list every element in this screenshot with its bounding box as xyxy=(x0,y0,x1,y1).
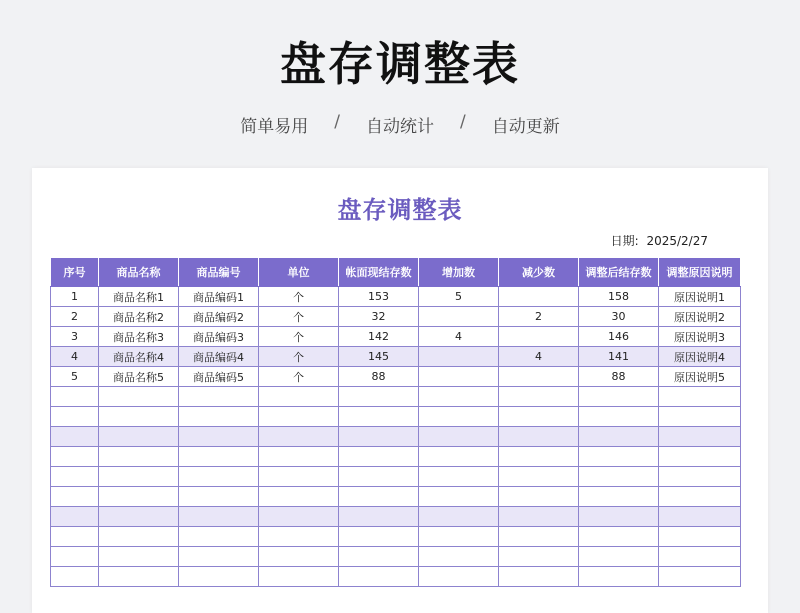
table-cell[interactable]: 30 xyxy=(579,307,659,327)
date-value: 2025/2/27 xyxy=(646,234,708,248)
table-cell[interactable]: 原因说明2 xyxy=(659,307,741,327)
table-cell[interactable]: 商品编码2 xyxy=(179,307,259,327)
table-cell[interactable] xyxy=(659,567,741,587)
table-cell[interactable] xyxy=(259,387,339,407)
table-cell[interactable]: 4 xyxy=(419,327,499,347)
table-cell[interactable] xyxy=(51,407,99,427)
column-header: 商品编号 xyxy=(179,258,259,287)
feature-auto-stats: 自动统计 xyxy=(366,117,434,137)
table-cell[interactable] xyxy=(659,527,741,547)
table-cell[interactable]: 个 xyxy=(259,327,339,347)
table-cell[interactable] xyxy=(99,427,179,447)
table-cell[interactable]: 158 xyxy=(579,287,659,307)
table-cell[interactable] xyxy=(51,527,99,547)
table-cell[interactable]: 142 xyxy=(339,327,419,347)
table-cell[interactable] xyxy=(179,567,259,587)
table-cell[interactable] xyxy=(499,467,579,487)
table-cell[interactable]: 商品编码4 xyxy=(179,347,259,367)
table-cell[interactable] xyxy=(419,447,499,467)
table-row xyxy=(51,427,741,447)
table-cell[interactable]: 个 xyxy=(259,367,339,387)
table-cell[interactable]: 32 xyxy=(339,307,419,327)
table-cell[interactable] xyxy=(419,367,499,387)
table-cell[interactable] xyxy=(499,427,579,447)
table-cell[interactable] xyxy=(659,467,741,487)
table-cell[interactable]: 商品编码5 xyxy=(179,367,259,387)
table-cell[interactable]: 原因说明3 xyxy=(659,327,741,347)
table-cell[interactable] xyxy=(259,407,339,427)
table-cell[interactable] xyxy=(339,387,419,407)
table-cell[interactable] xyxy=(179,427,259,447)
table-cell[interactable]: 原因说明5 xyxy=(659,367,741,387)
table-cell[interactable]: 商品名称2 xyxy=(99,307,179,327)
table-cell[interactable]: 5 xyxy=(51,367,99,387)
table-cell[interactable] xyxy=(259,507,339,527)
table-cell[interactable] xyxy=(179,467,259,487)
table-body xyxy=(51,287,741,587)
table-cell[interactable]: 原因说明4 xyxy=(659,347,741,367)
table-cell[interactable] xyxy=(179,487,259,507)
table-cell[interactable] xyxy=(499,567,579,587)
date-row xyxy=(611,232,708,249)
table-cell[interactable]: 个 xyxy=(259,347,339,367)
table-cell[interactable] xyxy=(259,447,339,467)
table-cell[interactable]: 商品名称3 xyxy=(99,327,179,347)
page-hero-title: 盘存调整表 xyxy=(280,37,520,91)
table-row xyxy=(51,347,741,367)
table-cell[interactable] xyxy=(419,347,499,367)
feature-auto-update: 自动更新 xyxy=(491,117,560,137)
table-cell[interactable] xyxy=(339,487,419,507)
table-row xyxy=(51,367,741,387)
table-cell[interactable]: 153 xyxy=(339,287,419,307)
table-cell[interactable] xyxy=(339,507,419,527)
table-cell[interactable] xyxy=(339,427,419,447)
table-cell[interactable] xyxy=(259,467,339,487)
table-cell[interactable] xyxy=(499,527,579,547)
table-cell[interactable] xyxy=(499,387,579,407)
column-header: 减少数 xyxy=(499,258,579,287)
column-header: 商品名称 xyxy=(99,258,179,287)
spreadsheet-preview xyxy=(32,168,768,613)
table-cell[interactable] xyxy=(579,407,659,427)
column-header: 序号 xyxy=(51,258,99,287)
table-cell[interactable]: 4 xyxy=(499,347,579,367)
table-cell[interactable] xyxy=(499,407,579,427)
table-cell[interactable] xyxy=(339,407,419,427)
table-cell[interactable] xyxy=(579,387,659,407)
table-cell[interactable]: 个 xyxy=(259,307,339,327)
date-label: 日期: xyxy=(610,234,639,248)
table-cell[interactable] xyxy=(99,387,179,407)
table-row xyxy=(51,407,741,427)
table-cell[interactable] xyxy=(259,487,339,507)
table-cell[interactable] xyxy=(659,447,741,467)
table-cell[interactable] xyxy=(51,507,99,527)
table-row xyxy=(51,487,741,507)
table-cell[interactable] xyxy=(51,387,99,407)
table-cell[interactable]: 商品编码1 xyxy=(179,287,259,307)
table-cell[interactable] xyxy=(51,447,99,467)
table-cell[interactable] xyxy=(659,507,741,527)
table-cell[interactable] xyxy=(579,427,659,447)
table-cell[interactable] xyxy=(579,547,659,567)
table-row xyxy=(51,527,741,547)
table-cell[interactable] xyxy=(659,547,741,567)
table-cell[interactable]: 88 xyxy=(339,367,419,387)
table-cell[interactable] xyxy=(339,527,419,547)
table-cell[interactable] xyxy=(419,527,499,547)
table-cell[interactable] xyxy=(51,427,99,447)
table-cell[interactable]: 个 xyxy=(259,287,339,307)
column-header: 单位 xyxy=(259,258,339,287)
table-cell[interactable] xyxy=(179,387,259,407)
separator: / xyxy=(460,112,466,132)
table-cell[interactable] xyxy=(499,287,579,307)
table-cell[interactable] xyxy=(419,547,499,567)
table-cell[interactable]: 商品名称1 xyxy=(99,287,179,307)
table-cell[interactable]: 146 xyxy=(579,327,659,347)
table-cell[interactable] xyxy=(179,447,259,467)
feature-easy: 简单易用 xyxy=(240,117,309,137)
table-cell[interactable]: 88 xyxy=(579,367,659,387)
table-cell[interactable] xyxy=(51,487,99,507)
table-cell[interactable]: 原因说明1 xyxy=(659,287,741,307)
column-header: 调整后结存数 xyxy=(579,258,659,287)
table-cell[interactable]: 商品名称4 xyxy=(99,347,179,367)
table-cell[interactable] xyxy=(419,507,499,527)
table-cell[interactable] xyxy=(339,547,419,567)
table-cell[interactable] xyxy=(99,507,179,527)
table-cell[interactable] xyxy=(99,487,179,507)
table-cell[interactable] xyxy=(99,547,179,567)
table-cell[interactable] xyxy=(579,567,659,587)
table-cell[interactable] xyxy=(339,567,419,587)
table-cell[interactable] xyxy=(339,447,419,467)
table-header xyxy=(51,258,741,287)
table-cell[interactable] xyxy=(659,427,741,447)
table-cell[interactable] xyxy=(259,427,339,447)
table-cell[interactable] xyxy=(99,527,179,547)
table-cell[interactable] xyxy=(99,467,179,487)
table-row xyxy=(51,467,741,487)
table-row xyxy=(51,447,741,467)
table-cell[interactable] xyxy=(499,487,579,507)
table-cell[interactable]: 145 xyxy=(339,347,419,367)
table-cell[interactable] xyxy=(579,507,659,527)
table-cell[interactable]: 5 xyxy=(419,287,499,307)
table-row xyxy=(51,327,741,347)
table-cell[interactable]: 2 xyxy=(51,307,99,327)
column-header: 增加数 xyxy=(419,258,499,287)
table-cell[interactable] xyxy=(179,507,259,527)
table-cell[interactable] xyxy=(659,407,741,427)
table-cell[interactable] xyxy=(419,467,499,487)
table-cell[interactable] xyxy=(499,447,579,467)
table-cell[interactable] xyxy=(419,427,499,447)
table-cell[interactable] xyxy=(51,547,99,567)
table-cell[interactable] xyxy=(51,467,99,487)
table-cell[interactable] xyxy=(419,407,499,427)
table-row xyxy=(51,287,741,307)
table-row xyxy=(51,307,741,327)
table-cell[interactable] xyxy=(179,407,259,427)
table-cell[interactable] xyxy=(339,467,419,487)
table-row xyxy=(51,387,741,407)
table-cell[interactable]: 4 xyxy=(51,347,99,367)
table-cell[interactable] xyxy=(419,487,499,507)
table-row xyxy=(51,547,741,567)
table-cell[interactable]: 商品名称5 xyxy=(99,367,179,387)
table-cell[interactable]: 3 xyxy=(51,327,99,347)
table-cell[interactable] xyxy=(259,527,339,547)
table-cell[interactable]: 2 xyxy=(499,307,579,327)
table-cell[interactable]: 商品编码3 xyxy=(179,327,259,347)
table-cell[interactable] xyxy=(179,527,259,547)
table-cell[interactable] xyxy=(659,487,741,507)
table-cell[interactable] xyxy=(259,547,339,567)
table-row xyxy=(51,567,741,587)
table-cell[interactable] xyxy=(579,467,659,487)
table-cell[interactable] xyxy=(179,547,259,567)
table-cell[interactable] xyxy=(99,407,179,427)
table-cell[interactable] xyxy=(51,567,99,587)
table-cell[interactable] xyxy=(499,507,579,527)
separator: / xyxy=(334,112,340,132)
table-row xyxy=(51,507,741,527)
table-cell[interactable] xyxy=(259,567,339,587)
table-cell[interactable] xyxy=(419,567,499,587)
table-cell[interactable] xyxy=(419,307,499,327)
hero-subtitle xyxy=(0,112,800,137)
table-cell[interactable] xyxy=(579,527,659,547)
table-cell[interactable] xyxy=(579,487,659,507)
sheet-title: 盘存调整表 xyxy=(337,196,463,224)
table-cell[interactable] xyxy=(579,447,659,467)
table-cell[interactable] xyxy=(499,367,579,387)
column-header: 帐面现结存数 xyxy=(339,258,419,287)
inventory-adjustment-table xyxy=(50,257,741,587)
table-cell[interactable]: 1 xyxy=(51,287,99,307)
table-cell[interactable] xyxy=(499,547,579,567)
table-cell[interactable] xyxy=(659,387,741,407)
table-cell[interactable] xyxy=(419,387,499,407)
table-cell[interactable] xyxy=(99,447,179,467)
table-cell[interactable] xyxy=(499,327,579,347)
column-header: 调整原因说明 xyxy=(659,258,741,287)
table-cell[interactable] xyxy=(99,567,179,587)
table-cell[interactable]: 141 xyxy=(579,347,659,367)
